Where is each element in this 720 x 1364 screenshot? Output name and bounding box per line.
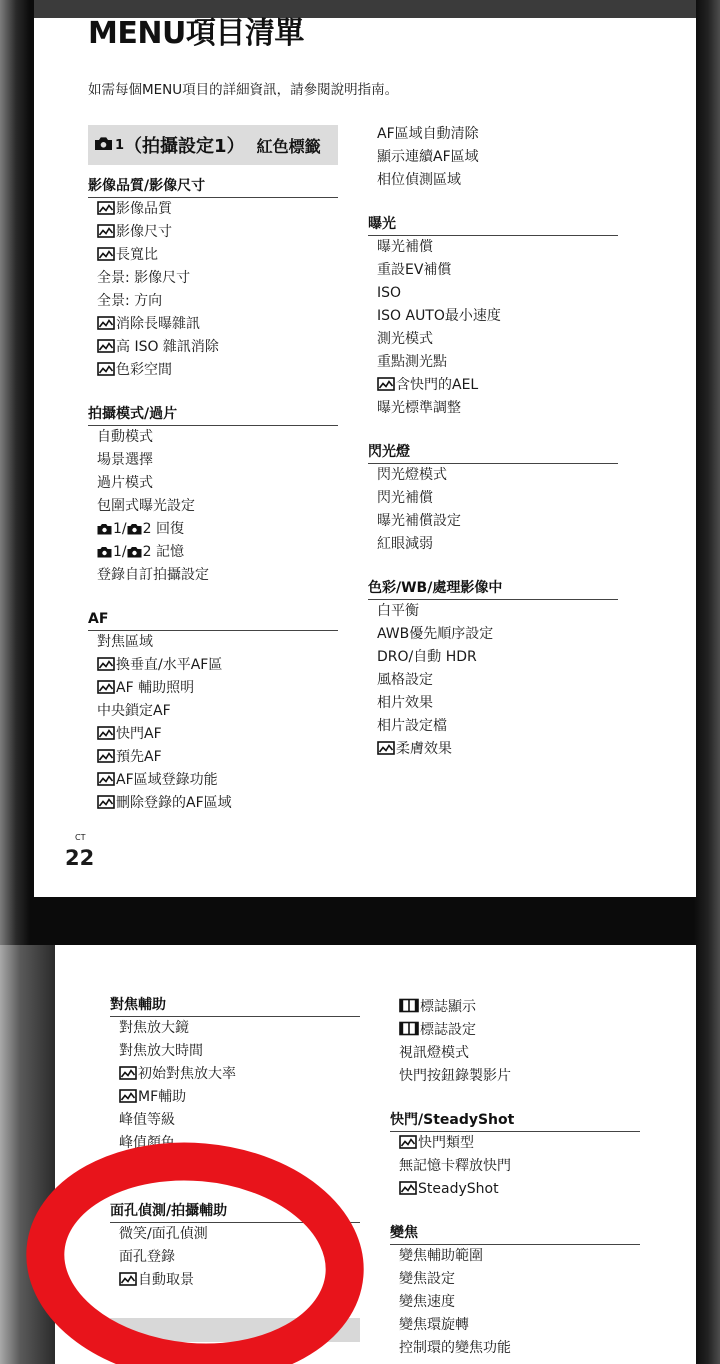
camera-icon bbox=[127, 523, 142, 535]
still-image-icon bbox=[119, 1272, 137, 1286]
menu-section bbox=[390, 1222, 640, 1360]
menu-item-label: 消除長曝雜訊 bbox=[116, 316, 200, 332]
menu-item bbox=[390, 1065, 640, 1088]
menu-item-label: 高 ISO 雜訊消除 bbox=[116, 339, 219, 355]
menu-item-label: 重設EV補償 bbox=[377, 262, 452, 278]
menu-item bbox=[88, 336, 338, 359]
menu-item-label: ISO AUTO最小速度 bbox=[377, 308, 501, 324]
menu-item-label: 曝光補償 bbox=[377, 239, 433, 255]
menu-item-label: 重點測光點 bbox=[377, 354, 447, 370]
menu-item bbox=[88, 313, 338, 336]
menu-item bbox=[88, 290, 338, 313]
camera-icon bbox=[97, 523, 112, 535]
menu-item-label: 登錄自訂拍攝設定 bbox=[97, 567, 209, 583]
menu-item-label: 顯示連續AF區域 bbox=[377, 149, 479, 165]
left-column bbox=[88, 125, 338, 815]
menu-section bbox=[368, 123, 618, 192]
menu-item bbox=[368, 646, 618, 669]
menu-item bbox=[88, 564, 338, 587]
manual-page-23 bbox=[55, 945, 696, 1364]
menu-item-label: 1/ bbox=[113, 521, 127, 537]
menu-item bbox=[88, 631, 338, 654]
menu-item-label: 相片效果 bbox=[377, 695, 433, 711]
page-title: MENU項目清單 bbox=[88, 16, 304, 51]
background-edge bbox=[0, 945, 55, 1364]
menu-item-label: 初始對焦放大率 bbox=[138, 1066, 236, 1082]
still-image-icon bbox=[377, 377, 395, 391]
still-image-icon bbox=[119, 1089, 137, 1103]
menu-item-label: 含快門的AEL bbox=[396, 377, 479, 393]
menu-section bbox=[88, 403, 338, 587]
menu-section bbox=[88, 608, 338, 815]
menu-item-label: 紅眼減弱 bbox=[377, 536, 433, 552]
section-heading: 曝光 bbox=[368, 213, 618, 236]
menu-item-label: 自動模式 bbox=[97, 429, 153, 445]
still-image-icon bbox=[97, 749, 115, 763]
still-image-icon bbox=[399, 1181, 417, 1195]
menu-item-label: 相片設定檔 bbox=[377, 718, 447, 734]
menu-item-label: 過片模式 bbox=[97, 475, 153, 491]
menu-item bbox=[368, 351, 618, 374]
camera-icon bbox=[94, 136, 113, 155]
page-language-code: CT bbox=[75, 833, 86, 842]
menu-item-label: 換垂直/水平AF區 bbox=[116, 657, 223, 673]
menu-item-label: 影像品質 bbox=[116, 201, 172, 217]
menu-item bbox=[88, 198, 338, 221]
menu-item-label: 控制環的變焦功能 bbox=[399, 1340, 511, 1356]
camera-icon bbox=[127, 546, 142, 558]
menu-item-label: 全景: 影像尺寸 bbox=[97, 270, 191, 286]
right-column bbox=[368, 123, 618, 761]
menu-item-label: 2 回復 bbox=[142, 521, 184, 537]
menu-item bbox=[368, 600, 618, 623]
menu-item-label: 視訊燈模式 bbox=[399, 1045, 469, 1061]
menu-item bbox=[88, 769, 338, 792]
menu-item bbox=[368, 259, 618, 282]
menu-item bbox=[110, 1132, 360, 1155]
still-image-icon bbox=[97, 795, 115, 809]
menu-item-label: 測光模式 bbox=[377, 331, 433, 347]
menu-item bbox=[88, 472, 338, 495]
menu-item bbox=[368, 328, 618, 351]
still-image-icon bbox=[97, 362, 115, 376]
menu-item bbox=[110, 1246, 360, 1269]
section-heading: AF bbox=[88, 608, 338, 631]
menu-list bbox=[110, 994, 360, 1292]
menu-item bbox=[88, 221, 338, 244]
section-heading: 閃光燈 bbox=[368, 441, 618, 464]
manual-page-22 bbox=[34, 0, 696, 897]
menu-item bbox=[110, 1086, 360, 1109]
menu-item bbox=[390, 1042, 640, 1065]
menu-item bbox=[390, 996, 640, 1019]
menu-item-label: 中央鎖定AF bbox=[97, 703, 171, 719]
still-image-icon bbox=[97, 201, 115, 215]
still-image-icon bbox=[97, 772, 115, 786]
menu-item-label: 對焦放大鏡 bbox=[119, 1020, 189, 1036]
menu-item bbox=[368, 305, 618, 328]
menu-item bbox=[88, 267, 338, 290]
menu-item bbox=[110, 1269, 360, 1292]
menu-item bbox=[110, 1109, 360, 1132]
menu-item bbox=[368, 169, 618, 192]
menu-item bbox=[110, 1017, 360, 1040]
tab-color-tag: 紅色標籤 bbox=[256, 136, 321, 156]
menu-item-label: SteadyShot bbox=[418, 1181, 499, 1197]
menu-item-label: 包圍式曝光設定 bbox=[97, 498, 195, 514]
menu-section bbox=[368, 213, 618, 420]
menu-item-label: 快門按鈕錄製影片 bbox=[399, 1068, 511, 1084]
menu-item bbox=[368, 533, 618, 556]
menu-item bbox=[88, 449, 338, 472]
menu-item-label: 柔膚效果 bbox=[396, 741, 452, 757]
menu-item-label: 快門類型 bbox=[418, 1135, 474, 1151]
menu-item bbox=[368, 464, 618, 487]
menu-list bbox=[88, 175, 338, 815]
still-image-icon bbox=[97, 657, 115, 671]
menu-section bbox=[88, 175, 338, 382]
menu-item-label: 影像尺寸 bbox=[116, 224, 172, 240]
left-column bbox=[110, 994, 360, 1292]
section-tab-partial bbox=[110, 1318, 360, 1342]
menu-section bbox=[110, 1200, 360, 1292]
still-image-icon bbox=[97, 726, 115, 740]
tab-label: （拍攝設定1） bbox=[124, 136, 245, 157]
menu-item-label: 全景: 方向 bbox=[97, 293, 163, 309]
menu-item bbox=[368, 487, 618, 510]
movie-icon bbox=[399, 998, 419, 1013]
menu-item bbox=[368, 146, 618, 169]
menu-item bbox=[390, 1155, 640, 1178]
still-image-icon bbox=[97, 247, 115, 261]
menu-item-label: 曝光補償設定 bbox=[377, 513, 461, 529]
menu-item-label: 對焦放大時間 bbox=[119, 1043, 203, 1059]
menu-item-label: 1/ bbox=[113, 544, 127, 560]
still-image-icon bbox=[97, 339, 115, 353]
menu-item bbox=[390, 1245, 640, 1268]
menu-item bbox=[88, 426, 338, 449]
menu-item bbox=[390, 1314, 640, 1337]
menu-item-label: 閃光燈模式 bbox=[377, 467, 447, 483]
menu-item-label: 微笑/面孔偵測 bbox=[119, 1226, 208, 1242]
menu-item-label: 刪除登錄的AF區域 bbox=[116, 795, 232, 811]
still-image-icon bbox=[119, 1066, 137, 1080]
menu-item bbox=[110, 1063, 360, 1086]
menu-item-label: AF區域登錄功能 bbox=[116, 772, 218, 788]
menu-item-label: 快門AF bbox=[116, 726, 162, 742]
menu-item bbox=[390, 1019, 640, 1042]
menu-item-label: 場景選擇 bbox=[97, 452, 153, 468]
menu-item bbox=[390, 1132, 640, 1155]
menu-item bbox=[88, 495, 338, 518]
menu-item-label: 峰值等級 bbox=[119, 1112, 175, 1128]
menu-item bbox=[88, 518, 338, 541]
menu-list bbox=[368, 123, 618, 761]
menu-item-label: 無記憶卡釋放快門 bbox=[399, 1158, 511, 1174]
menu-item bbox=[368, 715, 618, 738]
menu-item bbox=[368, 236, 618, 259]
right-column bbox=[390, 996, 640, 1360]
menu-item-label: 變焦輔助範圍 bbox=[399, 1248, 483, 1264]
menu-item bbox=[88, 541, 338, 564]
menu-item-label: 變焦環旋轉 bbox=[399, 1317, 469, 1333]
menu-item bbox=[390, 1268, 640, 1291]
menu-item bbox=[88, 359, 338, 382]
menu-item-label: 曝光標準調整 bbox=[377, 400, 461, 416]
menu-item-label: 相位偵測區域 bbox=[377, 172, 461, 188]
menu-item bbox=[368, 510, 618, 533]
intro-text: 如需每個MENU項目的詳細資訊，請參閱說明指南。 bbox=[88, 82, 399, 98]
menu-item-label: AF 輔助照明 bbox=[116, 680, 195, 696]
menu-item bbox=[88, 746, 338, 769]
menu-item-label: 長寬比 bbox=[116, 247, 158, 263]
menu-item-label: AWB優先順序設定 bbox=[377, 626, 494, 642]
menu-item-label: 對焦區域 bbox=[97, 634, 153, 650]
section-heading: 影像品質/影像尺寸 bbox=[88, 175, 338, 198]
menu-item bbox=[390, 1291, 640, 1314]
section-heading: 快門/SteadyShot bbox=[390, 1109, 640, 1132]
menu-item-label: 預先AF bbox=[116, 749, 162, 765]
menu-item-label: AF區域自動清除 bbox=[377, 126, 479, 142]
tab-number: 1 bbox=[115, 137, 125, 153]
still-image-icon bbox=[399, 1135, 417, 1149]
still-image-icon bbox=[97, 680, 115, 694]
page-number: 22 bbox=[65, 846, 95, 870]
still-image-icon bbox=[377, 741, 395, 755]
menu-item bbox=[110, 1040, 360, 1063]
menu-item-label: 標誌設定 bbox=[420, 1022, 476, 1038]
menu-item-label: 變焦設定 bbox=[399, 1271, 455, 1287]
menu-item-label: 風格設定 bbox=[377, 672, 433, 688]
menu-item-label: 白平衡 bbox=[377, 603, 419, 619]
menu-item-label: 閃光補償 bbox=[377, 490, 433, 506]
menu-item bbox=[88, 244, 338, 267]
menu-item-label: ISO bbox=[377, 285, 402, 301]
menu-section bbox=[390, 996, 640, 1088]
section-heading: 面孔偵測/拍攝輔助 bbox=[110, 1200, 360, 1223]
still-image-icon bbox=[97, 316, 115, 330]
menu-item bbox=[368, 282, 618, 305]
menu-section bbox=[110, 994, 360, 1155]
menu-section bbox=[368, 441, 618, 556]
menu-section bbox=[368, 577, 618, 761]
menu-item-label: DRO/自動 HDR bbox=[377, 649, 477, 665]
menu-item bbox=[368, 374, 618, 397]
camera-icon bbox=[97, 546, 112, 558]
menu-item bbox=[368, 738, 618, 761]
menu-item bbox=[368, 123, 618, 146]
menu-item-label: 2 記憶 bbox=[142, 544, 184, 560]
section-heading: 變焦 bbox=[390, 1222, 640, 1245]
menu-item bbox=[390, 1178, 640, 1201]
menu-item-label: 自動取景 bbox=[138, 1272, 194, 1288]
section-heading: 拍攝模式/過片 bbox=[88, 403, 338, 426]
movie-icon bbox=[399, 1021, 419, 1036]
menu-item bbox=[88, 700, 338, 723]
section-heading: 對焦輔助 bbox=[110, 994, 360, 1017]
menu-item-label: 峰值顏色 bbox=[119, 1135, 175, 1151]
menu-item-label: 變焦速度 bbox=[399, 1294, 455, 1310]
menu-item bbox=[110, 1223, 360, 1246]
tab-header bbox=[88, 125, 338, 165]
menu-item-label: 色彩空間 bbox=[116, 362, 172, 378]
menu-item bbox=[368, 623, 618, 646]
section-heading: 色彩/WB/處理影像中 bbox=[368, 577, 618, 600]
menu-section bbox=[390, 1109, 640, 1201]
menu-item bbox=[368, 692, 618, 715]
menu-list bbox=[390, 996, 640, 1360]
menu-item bbox=[368, 397, 618, 420]
menu-item-label: 標誌顯示 bbox=[420, 999, 476, 1015]
still-image-icon bbox=[97, 224, 115, 238]
menu-item bbox=[368, 669, 618, 692]
menu-item bbox=[88, 654, 338, 677]
menu-item bbox=[88, 677, 338, 700]
menu-item-label: 面孔登錄 bbox=[119, 1249, 175, 1265]
menu-item bbox=[390, 1337, 640, 1360]
menu-item bbox=[88, 792, 338, 815]
menu-item-label: MF輔助 bbox=[138, 1089, 187, 1105]
menu-item bbox=[88, 723, 338, 746]
